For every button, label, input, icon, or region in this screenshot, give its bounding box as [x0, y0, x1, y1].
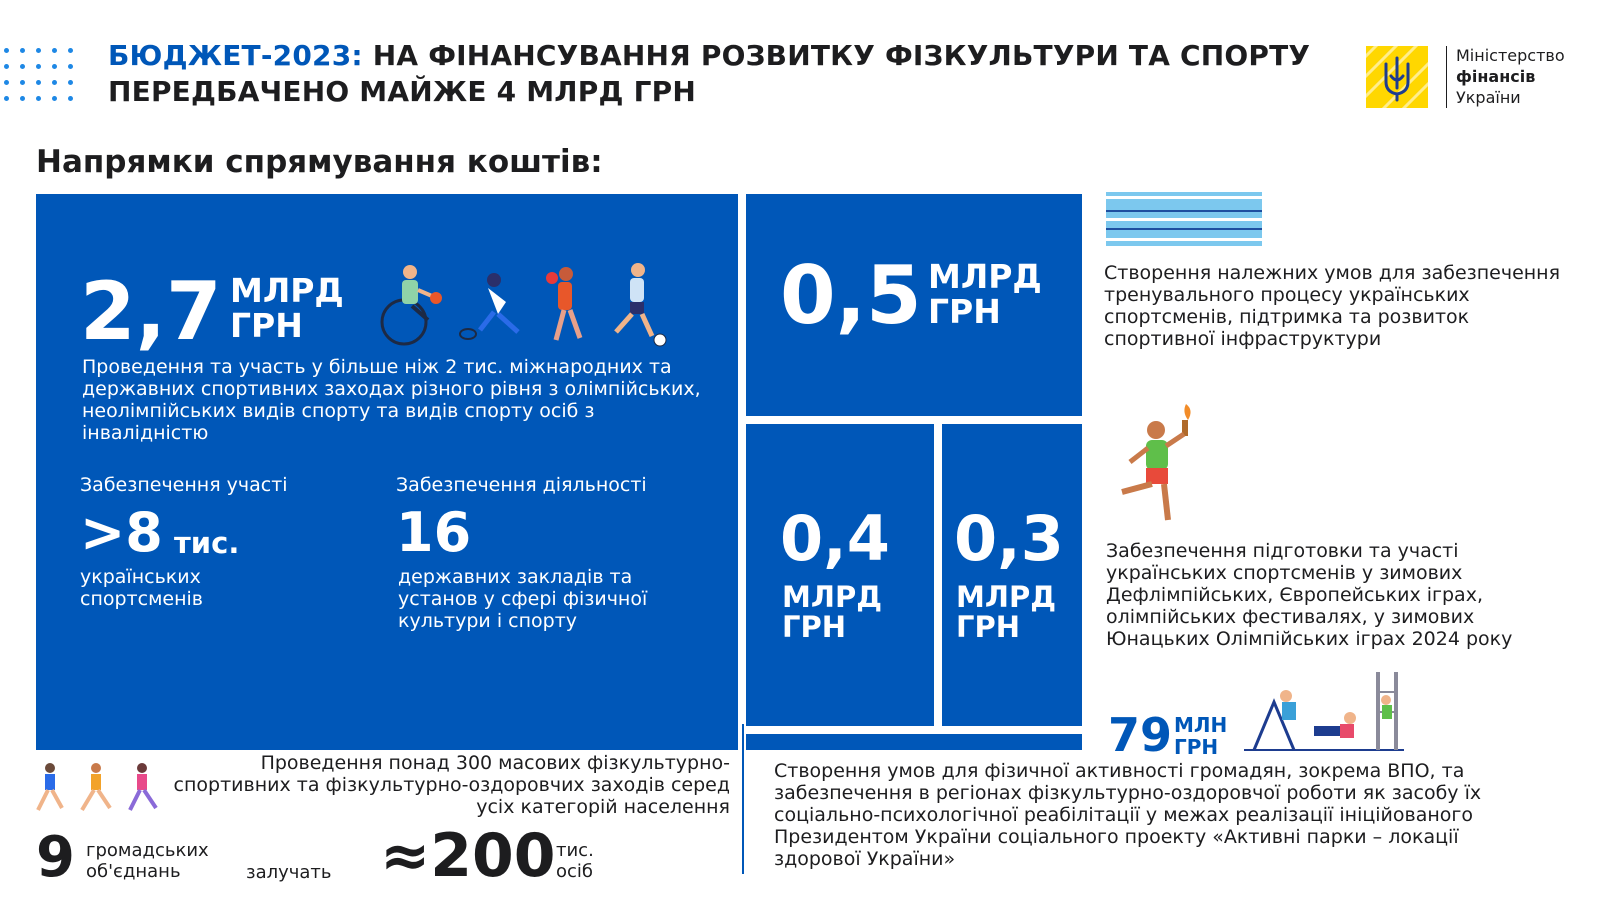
ministry-line-1: Міністерство [1456, 46, 1565, 65]
title-line-2: ПЕРЕДБАЧЕНО МАЙЖЕ 4 МЛРД ГРН [108, 75, 696, 108]
title-line-1: НА ФІНАНСУВАННЯ РОЗВИТКУ ФІЗКУЛЬТУРИ ТА СПОРТУ [372, 39, 1311, 72]
unit-79 [1174, 714, 1227, 758]
amount-0-3: 0,3 [954, 502, 1064, 575]
trident-icon [1366, 46, 1428, 108]
football-player-icon [616, 263, 666, 346]
activity-value: 16 [396, 501, 472, 564]
wheelchair-athlete-icon [382, 265, 442, 344]
ministry-line-2: фінансів [1456, 67, 1536, 86]
amount-0-5: 0,5 [780, 249, 922, 342]
amount-2-7: 2,7 [80, 265, 222, 358]
participation-value: >8 [80, 501, 163, 564]
unit-0-4-line2: ГРН [782, 610, 847, 645]
unit-2-7-line1: МЛРД [230, 271, 344, 310]
funding-block-0-3 [942, 424, 1082, 726]
participation-label: Забезпечення участі [80, 474, 288, 496]
boxer-icon [546, 267, 580, 340]
people-value: ≈200 [380, 821, 556, 891]
activity-desc: державних закладів та установ у сфері фізичної культури і спорту [398, 566, 648, 632]
swimming-pool-icon [1106, 192, 1262, 246]
torch-bearer-icon [1108, 400, 1208, 530]
involve-label: залучать [246, 862, 332, 883]
unit-0-4 [782, 582, 882, 643]
title-accent: БЮДЖЕТ-2023: [108, 39, 363, 72]
runners-icon [34, 762, 164, 828]
people-unit: тис. осіб [556, 840, 594, 882]
unit-0-3 [956, 582, 1056, 643]
unit-0-5-line2: ГРН [928, 291, 1001, 331]
communities-label: громадських об'єднань [86, 840, 209, 882]
page-title [108, 38, 1310, 110]
ministry-line-3: України [1456, 88, 1521, 107]
funding-block-0-4 [746, 424, 934, 726]
outdoor-gym-icon [1244, 672, 1404, 754]
communities-value: 9 [36, 825, 75, 890]
tennis-player-icon [460, 273, 518, 339]
mass-events-description: Проведення понад 300 масових фізкультурно-спортивних та фізкультурно-оздоровчих заходів серед усіх категорій населення [173, 752, 730, 818]
athletes-illustration [376, 262, 666, 348]
description-79: Створення умов для фізичної активності громадян, зокрема ВПО, та забезпечення в регіонах фізкультурно-оздоровчої роботи як засобу їх соціально-психологічної реабілітації у межах реалізації ініційованого Президентом України соціального проекту «Активні парки – локації здорової України» [774, 760, 1482, 870]
unit-0-3-line1: МЛРД [956, 580, 1057, 614]
unit-0-5 [928, 257, 1042, 331]
unit-0-5-line1: МЛРД [928, 257, 1042, 296]
activity-label: Забезпечення діяльності [396, 474, 647, 496]
funding-strip-79 [746, 734, 1082, 750]
participation-unit: тис. [174, 526, 240, 560]
logo-divider [1446, 46, 1447, 108]
description-0-5: Створення належних умов для забезпечення тренувального процесу українських спортсменів, підтримка та розвиток спортивної інфраструктури [1104, 262, 1561, 350]
unit-0-3-line2: ГРН [956, 610, 1021, 645]
unit-79-line2: ГРН [1174, 735, 1219, 759]
funding-block-0-5 [746, 194, 1082, 416]
section-title: Напрямки спрямування коштів: [36, 144, 603, 180]
unit-2-7-line2: ГРН [230, 305, 303, 345]
unit-79-line1: МЛН [1174, 713, 1228, 737]
winter-games-text: Забезпечення підготовки та участі українських спортсменів у зимових Дефлімпійських, Європейських іграх, олімпійських фестивалях, у зимових Юнацьких Олімпійських іграх 2024 року [1106, 540, 1513, 650]
decorative-dot-grid [0, 44, 80, 110]
participation-desc: українських спортсменів [80, 566, 203, 610]
amount-79: 79 [1108, 708, 1173, 762]
main-description: Проведення та участь у більше ніж 2 тис. міжнародних та державних спортивних заходах різного рівня з олімпійських, неолімпійських видів спорту та видів спорту осіб з інвалідністю [82, 356, 701, 444]
ministry-name [1456, 45, 1565, 108]
unit-0-4-line1: МЛРД [782, 580, 883, 614]
connector-line [742, 724, 744, 874]
main-funding-block [36, 194, 738, 750]
amount-0-4: 0,4 [780, 502, 890, 575]
unit-2-7 [230, 271, 344, 345]
